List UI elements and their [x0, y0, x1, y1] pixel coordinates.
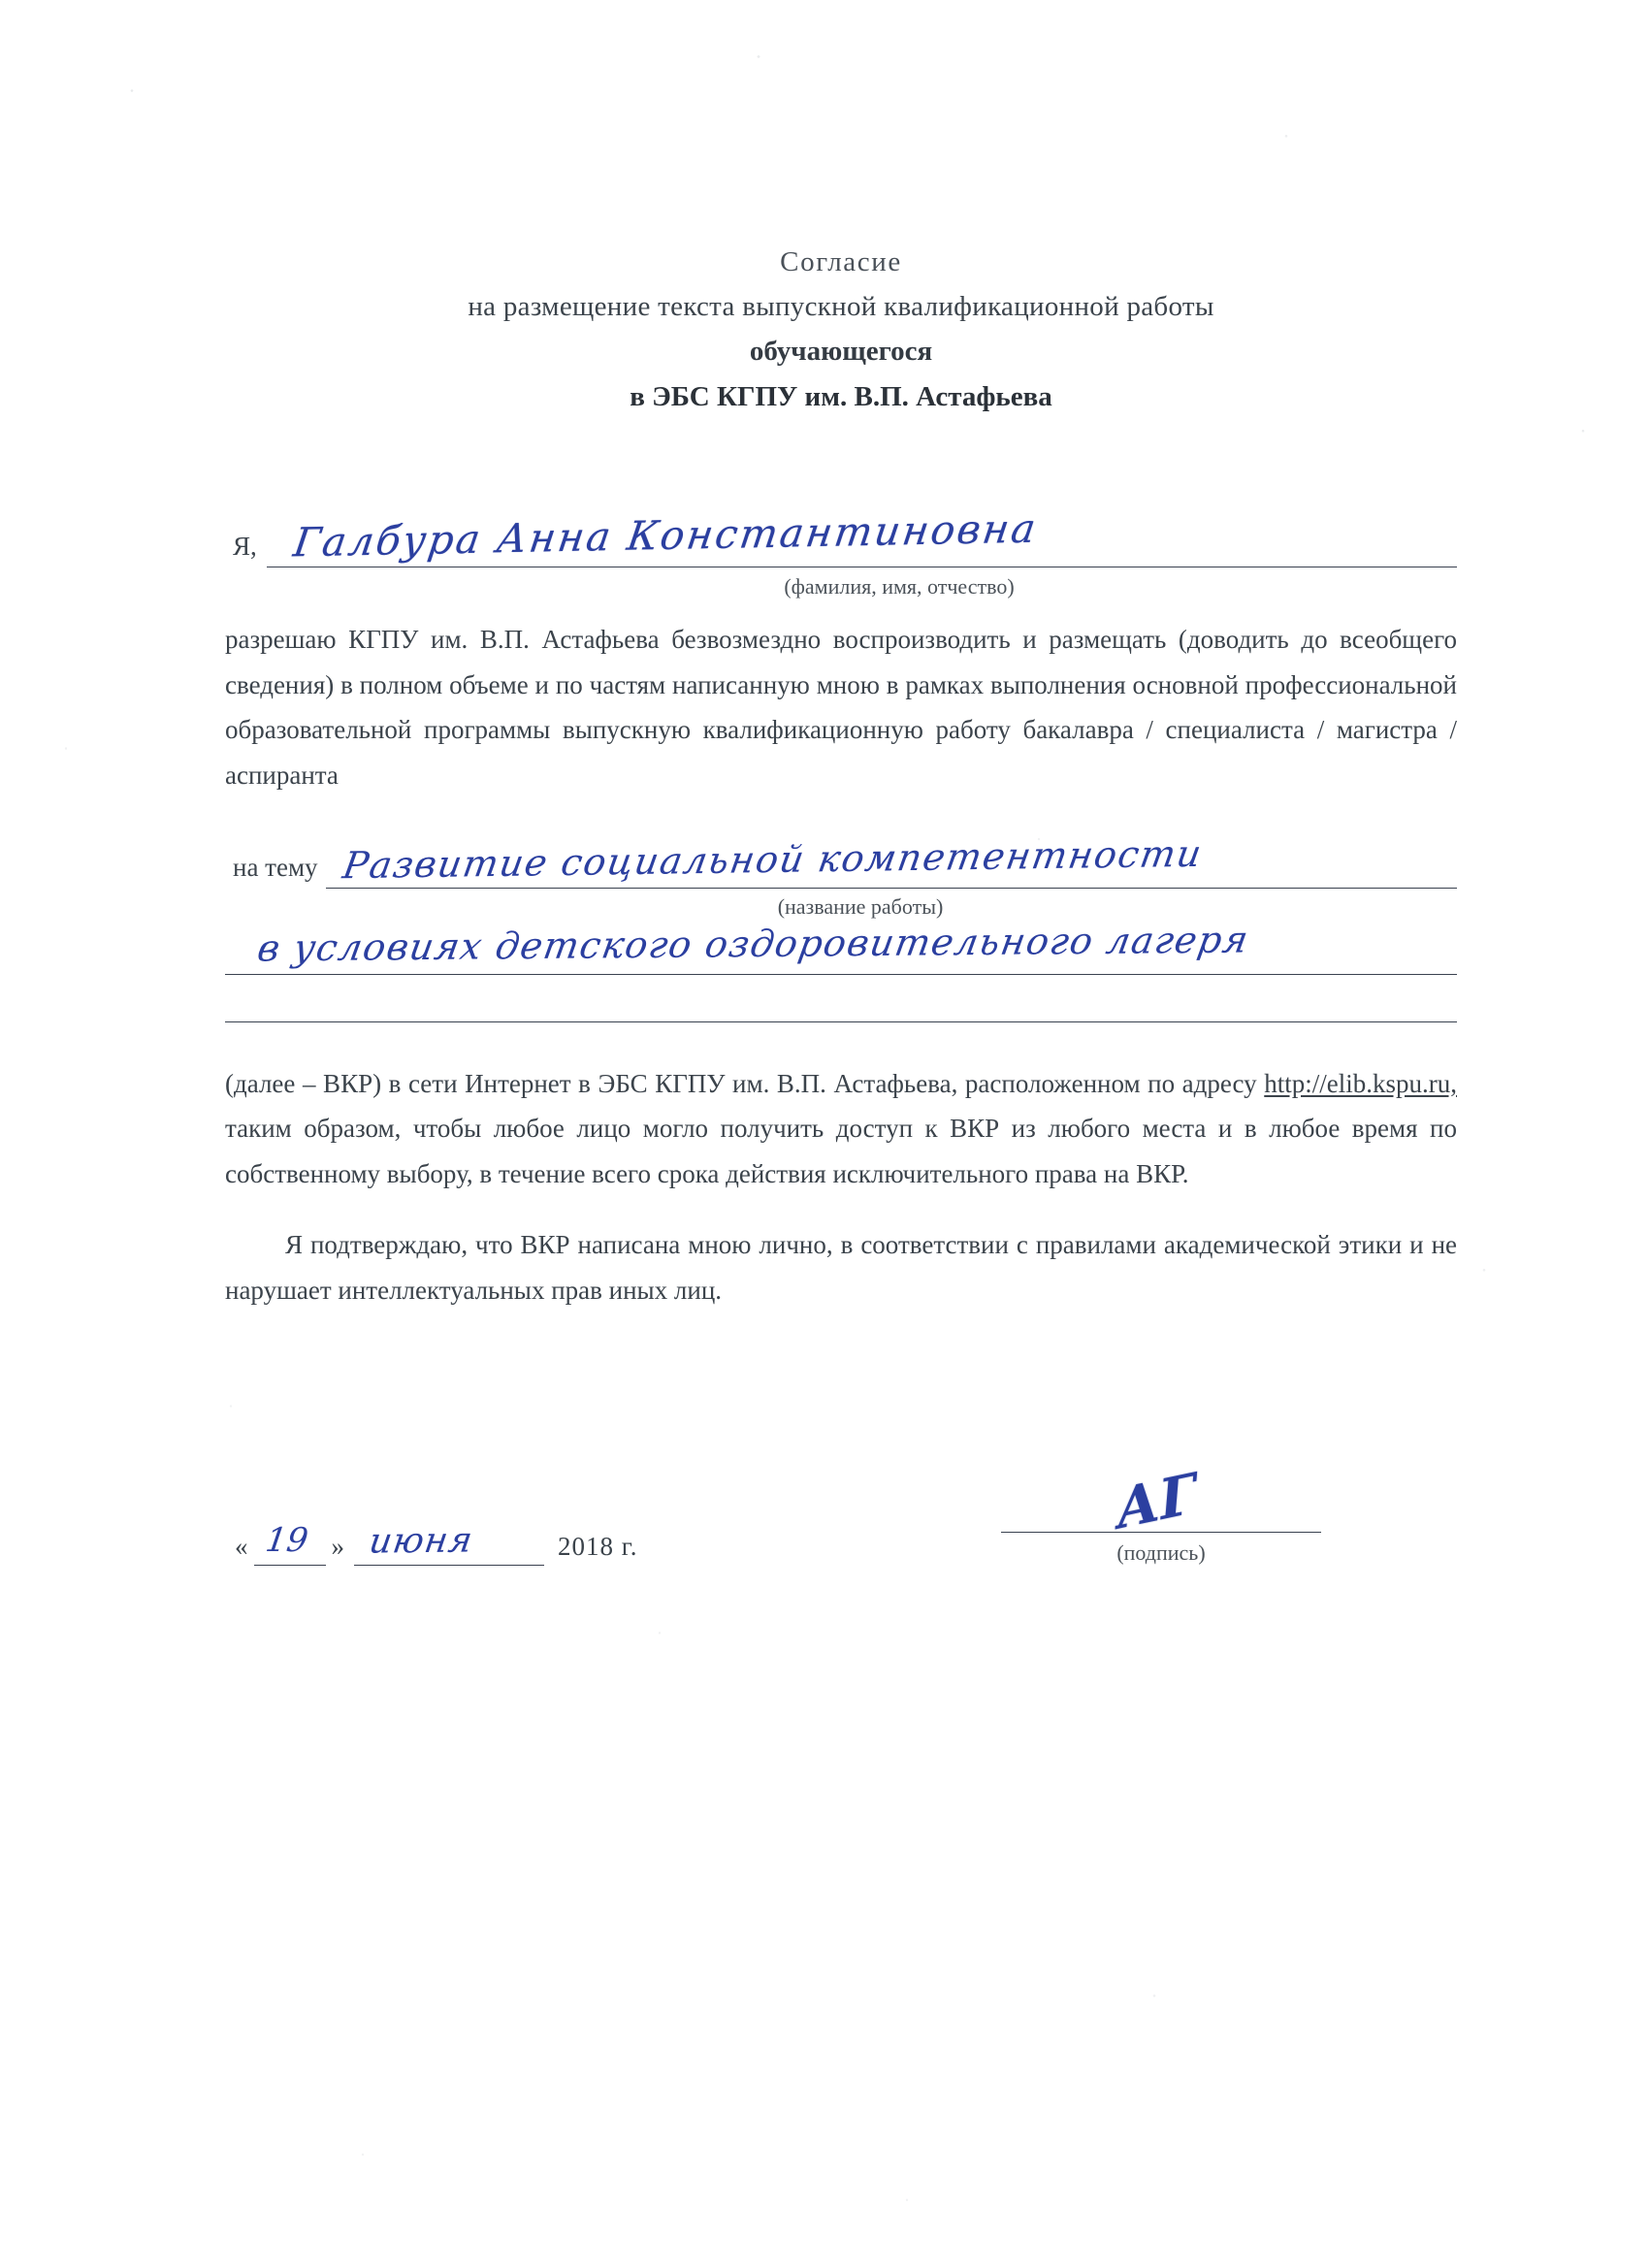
topic-input-line-3[interactable]	[225, 975, 1457, 1022]
title-line-2: на размещение текста выпускной квалификационной работы	[468, 290, 1214, 322]
internet-paragraph	[225, 1061, 1457, 1196]
internet-paragraph-part-1: (далее – ВКР) в сети Интернет в ЭБС КГПУ им. В.П. Астафьева, расположенном по адресу	[225, 1069, 1265, 1098]
title-line-4: в ЭБС КГПУ им. В.П. Астафьева	[630, 381, 1052, 413]
date-day-handwriting: 19	[262, 1521, 310, 1561]
document-title	[225, 241, 1457, 420]
signature-caption: (подпись)	[1116, 1540, 1206, 1566]
topic-field[interactable]	[225, 831, 1457, 1022]
signature-handwriting: АГ	[1113, 1461, 1200, 1542]
signature-line[interactable]	[1001, 1461, 1321, 1542]
topic-handwriting-line-1: Развитие социальной компетентности	[340, 831, 1206, 888]
topic-caption: (название работы)	[777, 894, 944, 919]
topic-input-line-2[interactable]	[225, 914, 1457, 975]
title-line-1: Согласие	[780, 246, 902, 277]
label-ya: Я,	[233, 532, 257, 562]
student-name-caption: (фамилия, имя, отчество)	[784, 574, 1015, 599]
date-open-quote: «	[235, 1532, 248, 1562]
label-topic: на тему	[233, 853, 318, 882]
signature-field[interactable]	[1001, 1461, 1321, 1566]
confirmation-paragraph: Я подтверждаю, что ВКР написана мною лично, в соответствии с правилами академической этики и не нарушает интеллектуальных прав иных лиц.	[225, 1230, 1457, 1305]
document-content	[225, 0, 1457, 1566]
student-name-handwriting: Галбура Анна Константиновна	[290, 504, 1041, 567]
date-year: 2018 г.	[558, 1532, 638, 1562]
topic-handwriting-line-2: в условиях детского оздоровительного лагеря	[254, 918, 1253, 970]
date-month-handwriting: июня	[366, 1520, 476, 1562]
permission-paragraph: разрешаю КГПУ им. В.П. Астафьева безвозмездно воспроизводить и размещать (доводить до всеобщего сведения) в полном объеме и по частям написанную мною в рамках выполнения основной профессиональной образовательной программы выпускную квалификационную работу бакалавра / специалиста / магистра / аспиранта	[225, 625, 1457, 790]
student-name-field[interactable]	[225, 504, 1457, 567]
internet-paragraph-part-2: таким образом, чтобы любое лицо могло получить доступ к ВКР из любого места и в любое время по собственному выбору, в течение всего срока действия исключительного права на ВКР.	[225, 1114, 1457, 1188]
date-day-input[interactable]	[254, 1522, 326, 1566]
date-and-signature-row	[225, 1461, 1457, 1566]
date-close-quote: »	[331, 1532, 344, 1562]
title-line-3: обучающегося	[749, 335, 933, 367]
date-month-input[interactable]	[354, 1522, 544, 1566]
student-name-input[interactable]	[267, 504, 1457, 567]
elib-link[interactable]: http://elib.kspu.ru,	[1264, 1069, 1457, 1098]
date-field[interactable]	[235, 1522, 638, 1566]
topic-input-line-1[interactable]	[326, 831, 1457, 889]
